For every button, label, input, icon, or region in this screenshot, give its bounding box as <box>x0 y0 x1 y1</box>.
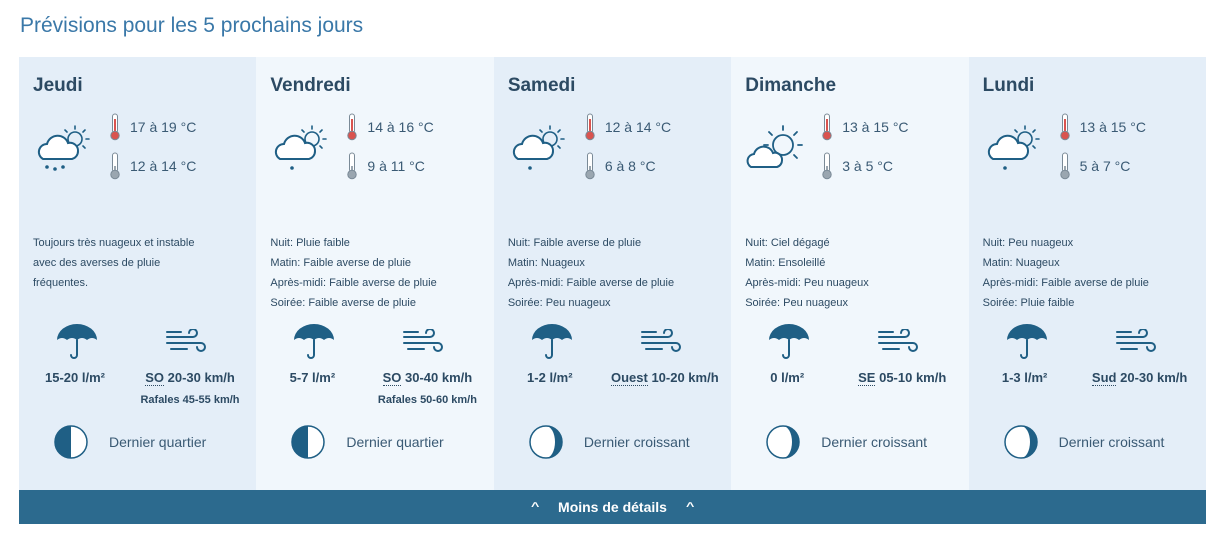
umbrella-icon <box>1005 323 1049 361</box>
thermometer-cold-icon <box>109 152 121 180</box>
wind-icon <box>165 329 207 355</box>
day-card <box>731 57 968 490</box>
temp-max: 13 à 15 °C <box>821 113 908 141</box>
moon-waning-crescent-icon <box>1003 424 1039 460</box>
day-name: Dimanche <box>745 75 837 96</box>
moon-waning-crescent-icon <box>765 424 801 460</box>
moon-phase: Dernier croissant <box>821 434 928 450</box>
temp-min: 5 à 7 °C <box>1059 152 1131 180</box>
wind-icon <box>1115 329 1157 355</box>
less-details-label: Moins de détails <box>558 499 667 515</box>
temp-min: 9 à 11 °C <box>346 152 424 180</box>
day-name: Samedi <box>507 75 576 96</box>
weather-description: Nuit: Pluie faible Matin: Faible averse de pluie Après-midi: Faible averse de pluie Soirée: Faible averse de pluie <box>270 237 437 309</box>
cloud-sun-drizzle-icon <box>983 123 1049 175</box>
cloud-sun-drizzle-icon <box>508 123 574 175</box>
chevron-up-icon: ^ <box>530 501 539 513</box>
weather-description: Nuit: Peu nuageux Matin: Nuageux Après-midi: Faible averse de pluie Soirée: Pluie faible <box>982 237 1149 309</box>
temp-max: 13 à 15 °C <box>1059 113 1146 141</box>
precipitation-value: 1-3 l/m² <box>1001 370 1048 385</box>
precipitation-value: 0 l/m² <box>770 370 805 385</box>
wind-value: Ouest 10-20 km/h <box>610 370 719 385</box>
thermometer-hot-icon <box>109 113 121 141</box>
forecast-grid <box>19 57 1206 490</box>
moon-waning-crescent-icon <box>528 424 564 460</box>
wind-value: SO 30-40 km/h <box>382 370 473 385</box>
wind-direction[interactable]: SO <box>382 370 402 385</box>
wind-icon <box>402 329 444 355</box>
wind-gusts: Rafales 50-60 km/h <box>377 394 477 406</box>
thermometer-hot-icon <box>821 113 833 141</box>
temp-max: 14 à 16 °C <box>346 113 433 141</box>
day-name: Vendredi <box>270 75 351 96</box>
umbrella-icon <box>55 323 99 361</box>
thermometer-cold-icon <box>1059 152 1071 180</box>
temp-max: 12 à 14 °C <box>584 113 671 141</box>
umbrella-icon <box>767 323 811 361</box>
page-title: Prévisions pour les 5 prochains jours <box>20 14 364 37</box>
chevron-up-icon: ^ <box>685 501 695 513</box>
less-details-button[interactable] <box>19 490 1206 524</box>
precipitation-value: 1-2 l/m² <box>527 370 573 385</box>
weather-description: Toujours très nuageux et instable avec des averses de pluie fréquentes. <box>33 237 195 289</box>
temp-min: 6 à 8 °C <box>584 152 656 180</box>
wind-value: SE 05-10 km/h <box>858 370 947 385</box>
sun-cloud-icon <box>745 123 811 175</box>
umbrella-icon <box>292 323 336 361</box>
day-card <box>19 57 256 490</box>
wind-direction[interactable]: Ouest <box>610 370 648 385</box>
moon-phase: Dernier quartier <box>346 434 444 450</box>
wind-direction[interactable]: SO <box>145 370 164 385</box>
thermometer-hot-icon <box>346 113 358 141</box>
thermometer-cold-icon <box>584 152 596 180</box>
day-name: Jeudi <box>33 75 83 96</box>
thermometer-hot-icon <box>1059 113 1071 141</box>
cloud-sun-drizzle-icon <box>270 123 336 175</box>
weather-description: Nuit: Faible averse de pluie Matin: Nuageux Après-midi: Faible averse de pluie Soirée: Peu nuageux <box>507 237 675 309</box>
wind-value: SO 20-30 km/h <box>145 370 235 385</box>
day-name: Lundi <box>982 75 1035 96</box>
thermometer-cold-icon <box>346 152 358 180</box>
precipitation-value: 15-20 l/m² <box>45 370 105 385</box>
precipitation-value: 5-7 l/m² <box>289 370 336 385</box>
moon-last-quarter-icon <box>53 424 89 460</box>
day-card <box>969 57 1206 490</box>
wind-gusts: Rafales 45-55 km/h <box>140 394 240 406</box>
temp-max: 17 à 19 °C <box>109 113 196 141</box>
day-card <box>256 57 493 490</box>
day-card <box>494 57 731 490</box>
moon-phase: Dernier croissant <box>1058 434 1165 450</box>
umbrella-icon <box>530 323 574 361</box>
weather-description: Nuit: Ciel dégagé Matin: Ensoleillé Après-midi: Peu nuageux Soirée: Peu nuageux <box>745 237 869 309</box>
wind-icon <box>877 329 919 355</box>
cloud-sun-rain-icon <box>33 123 99 175</box>
moon-phase: Dernier quartier <box>109 434 207 450</box>
moon-phase: Dernier croissant <box>583 434 690 450</box>
wind-direction[interactable]: SE <box>858 370 876 385</box>
wind-direction[interactable]: Sud <box>1091 370 1117 385</box>
moon-last-quarter-icon <box>290 424 326 460</box>
thermometer-hot-icon <box>584 113 596 141</box>
thermometer-cold-icon <box>821 152 833 180</box>
temp-min: 12 à 14 °C <box>109 152 196 180</box>
wind-value: Sud 20-30 km/h <box>1091 370 1188 385</box>
temp-min: 3 à 5 °C <box>821 152 893 180</box>
wind-icon <box>640 329 682 355</box>
